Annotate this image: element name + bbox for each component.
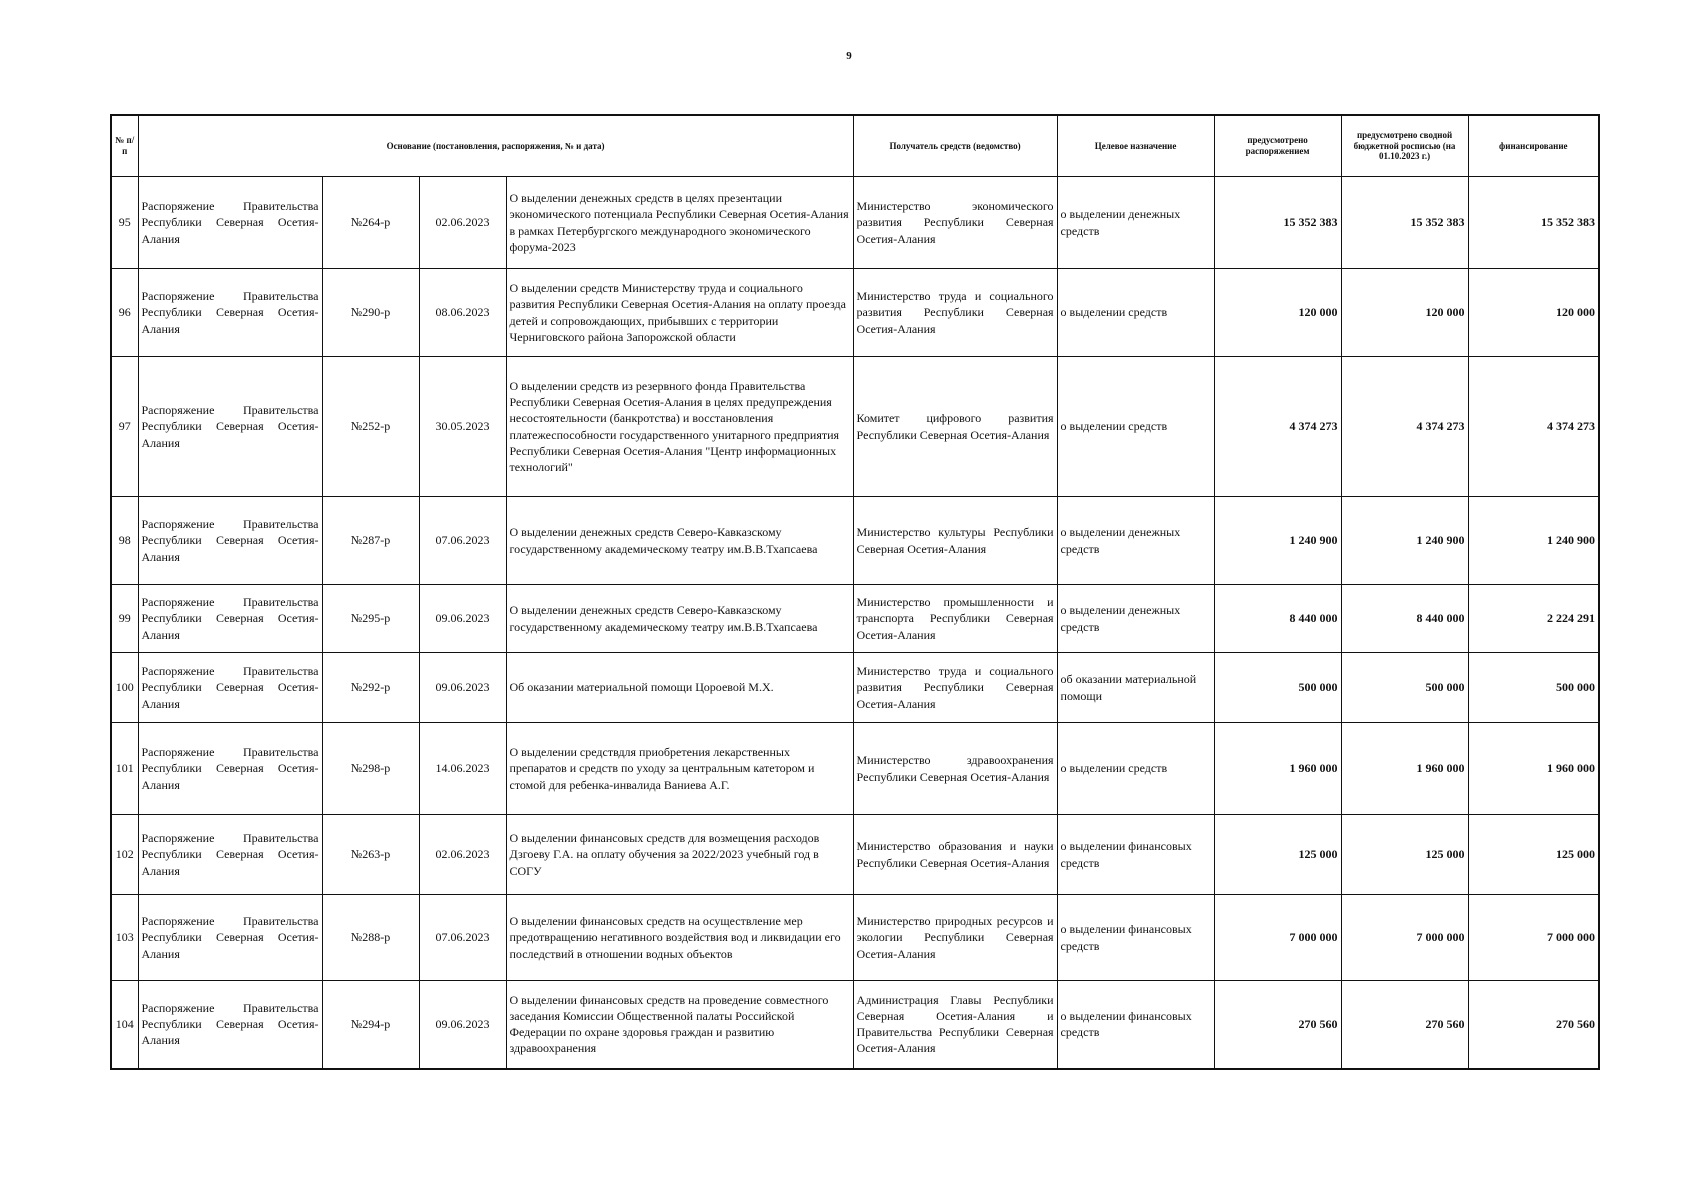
budget-amount: 15 352 383 [1341,177,1468,269]
financing-amount: 2 224 291 [1468,585,1599,653]
row-number: 97 [111,357,138,497]
budget-amount: 270 560 [1341,981,1468,1069]
planned-amount: 270 560 [1214,981,1341,1069]
document-date: 02.06.2023 [419,815,506,895]
document-date: 09.06.2023 [419,585,506,653]
recipient: Министерство здравоохранения Республики Северная Осетия-Алания [853,723,1057,815]
document-date: 30.05.2023 [419,357,506,497]
financing-amount: 270 560 [1468,981,1599,1069]
document-number: №288-р [322,895,419,981]
budget-amount: 125 000 [1341,815,1468,895]
document-number: №298-р [322,723,419,815]
header-budget: предусмотрено сводной бюджетной росписью (на 01.10.2023 г.) [1341,115,1468,177]
row-number: 98 [111,497,138,585]
financing-amount: 7 000 000 [1468,895,1599,981]
header-basis: Основание (постановления, распоряжения, № и дата) [138,115,853,177]
planned-amount: 8 440 000 [1214,585,1341,653]
table-row [111,177,1599,269]
budget-amount: 8 440 000 [1341,585,1468,653]
document-type: Распоряжение Правительства Республики Северная Осетия-Алания [138,981,322,1069]
purpose: о выделении денежных средств [1057,177,1214,269]
document-date: 07.06.2023 [419,895,506,981]
row-number: 96 [111,269,138,357]
table-row [111,269,1599,357]
funding-table [110,114,1600,1070]
recipient: Министерство труда и социального развития Республики Северная Осетия-Алания [853,653,1057,723]
planned-amount: 15 352 383 [1214,177,1341,269]
financing-amount: 15 352 383 [1468,177,1599,269]
document-number: №294-р [322,981,419,1069]
purpose: о выделении финансовых средств [1057,981,1214,1069]
document-type: Распоряжение Правительства Республики Северная Осетия-Алания [138,269,322,357]
header-recipient: Получатель средств (ведомство) [853,115,1057,177]
header-num: № п/п [111,115,138,177]
document-subject: О выделении финансовых средств на осуществление мер предотвращению негативного воздействия вод и ликвидации его последствий в отношении водных объектов [506,895,853,981]
document-type: Распоряжение Правительства Республики Северная Осетия-Алания [138,497,322,585]
document-number: №252-р [322,357,419,497]
row-number: 104 [111,981,138,1069]
document-date: 08.06.2023 [419,269,506,357]
table-row [111,357,1599,497]
purpose: о выделении денежных средств [1057,497,1214,585]
table-row [111,815,1599,895]
row-number: 102 [111,815,138,895]
planned-amount: 1 240 900 [1214,497,1341,585]
budget-amount: 500 000 [1341,653,1468,723]
financing-amount: 500 000 [1468,653,1599,723]
header-planned: предусмотрено распоряжением [1214,115,1341,177]
document-type: Распоряжение Правительства Республики Северная Осетия-Алания [138,585,322,653]
table-row [111,895,1599,981]
header-purpose: Целевое назначение [1057,115,1214,177]
purpose: о выделении финансовых средств [1057,895,1214,981]
financing-amount: 120 000 [1468,269,1599,357]
recipient: Комитет цифрового развития Республики Северная Осетия-Алания [853,357,1057,497]
financing-amount: 1 960 000 [1468,723,1599,815]
document-subject: Об оказании материальной помощи Цороевой М.Х. [506,653,853,723]
document-number: №295-р [322,585,419,653]
document-number: №263-р [322,815,419,895]
recipient: Министерство экономического развития Республики Северная Осетия-Алания [853,177,1057,269]
financing-amount: 4 374 273 [1468,357,1599,497]
document-subject: О выделении средствдля приобретения лекарственных препаратов и средств по уходу за центральным катетором и стомой для ребенка-инвалида Ваниева А.Г. [506,723,853,815]
table-row [111,653,1599,723]
planned-amount: 500 000 [1214,653,1341,723]
planned-amount: 4 374 273 [1214,357,1341,497]
document-date: 02.06.2023 [419,177,506,269]
document-subject: О выделении финансовых средств на проведение совместного заседания Комиссии Общественной палаты Российской Федерации по охране здоровья граждан и развитию здравоохранения [506,981,853,1069]
document-number: №292-р [322,653,419,723]
header-financing: финансирование [1468,115,1599,177]
purpose: о выделении финансовых средств [1057,815,1214,895]
row-number: 99 [111,585,138,653]
document-type: Распоряжение Правительства Республики Северная Осетия-Алания [138,723,322,815]
budget-amount: 1 240 900 [1341,497,1468,585]
row-number: 95 [111,177,138,269]
document-subject: О выделении денежных средств в целях презентации экономического потенциала Республики Северная Осетия-Алания в рамках Петербургского международного экономического форума-2023 [506,177,853,269]
table-row [111,497,1599,585]
purpose: о выделении средств [1057,723,1214,815]
document-subject: О выделении средств из резервного фонда Правительства Республики Северная Осетия-Алания в целях предупреждения несостоятельности (банкротства) и восстановления платежеспособности государственного унитарного предприятия Республики Северная Осетия-Алания "Центр информационных технологий" [506,357,853,497]
purpose: о выделении средств [1057,357,1214,497]
recipient: Министерство труда и социального развития Республики Северная Осетия-Алания [853,269,1057,357]
document-number: №287-р [322,497,419,585]
recipient: Министерство культуры Республики Северная Осетия-Алания [853,497,1057,585]
recipient: Министерство образования и науки Республики Северная Осетия-Алания [853,815,1057,895]
document-date: 14.06.2023 [419,723,506,815]
recipient: Министерство природных ресурсов и экологии Республики Северная Осетия-Алания [853,895,1057,981]
table-row [111,585,1599,653]
document-date: 09.06.2023 [419,981,506,1069]
document-date: 07.06.2023 [419,497,506,585]
document-subject: О выделении денежных средств Северо-Кавказскому государственному академическому театру им.В.В.Тхапсаева [506,497,853,585]
purpose: о выделении средств [1057,269,1214,357]
table-row [111,981,1599,1069]
document-type: Распоряжение Правительства Республики Северная Осетия-Алания [138,177,322,269]
recipient: Министерство промышленности и транспорта Республики Северная Осетия-Алания [853,585,1057,653]
planned-amount: 125 000 [1214,815,1341,895]
financing-amount: 1 240 900 [1468,497,1599,585]
table-row [111,723,1599,815]
document-subject: О выделении денежных средств Северо-Кавказскому государственному академическому театру им.В.В.Тхапсаева [506,585,853,653]
financing-amount: 125 000 [1468,815,1599,895]
document-type: Распоряжение Правительства Республики Северная Осетия-Алания [138,357,322,497]
document-type: Распоряжение Правительства Республики Северная Осетия-Алания [138,815,322,895]
row-number: 101 [111,723,138,815]
budget-amount: 7 000 000 [1341,895,1468,981]
document-date: 09.06.2023 [419,653,506,723]
budget-amount: 4 374 273 [1341,357,1468,497]
planned-amount: 1 960 000 [1214,723,1341,815]
document-subject: О выделении средств Министерству труда и социального развития Республики Северная Осетия-Алания на оплату проезда детей и сопровождающих, прибывших с территории Черниговского района Запорожской области [506,269,853,357]
document-subject: О выделении финансовых средств для возмещения расходов Дзгоеву Г.А. на оплату обучения за 2022/2023 учебный год в СОГУ [506,815,853,895]
page-number: 9 [846,50,852,62]
document-number: №290-р [322,269,419,357]
document-type: Распоряжение Правительства Республики Северная Осетия-Алания [138,653,322,723]
planned-amount: 120 000 [1214,269,1341,357]
row-number: 100 [111,653,138,723]
purpose: об оказании материальной помощи [1057,653,1214,723]
row-number: 103 [111,895,138,981]
document-number: №264-р [322,177,419,269]
budget-amount: 120 000 [1341,269,1468,357]
document-type: Распоряжение Правительства Республики Северная Осетия-Алания [138,895,322,981]
budget-amount: 1 960 000 [1341,723,1468,815]
recipient: Администрация Главы Республики Северная Осетия-Алания и Правительства Республики Северная Осетия-Алания [853,981,1057,1069]
header-row [111,115,1599,177]
planned-amount: 7 000 000 [1214,895,1341,981]
purpose: о выделении денежных средств [1057,585,1214,653]
